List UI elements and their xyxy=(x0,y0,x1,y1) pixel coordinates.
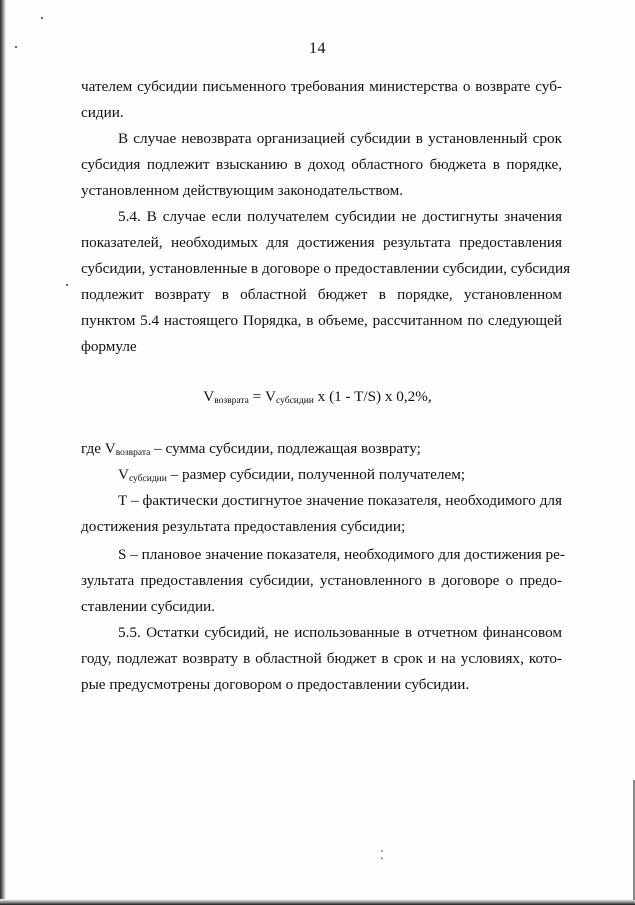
scan-edge-left xyxy=(0,0,6,905)
text-line: субсидия подлежит взысканию в доход областного бюджета в порядке, xyxy=(81,156,562,173)
definition-prefix: где V xyxy=(81,440,116,457)
definition-s-line: S – плановое значение показателя, необходимого для достижения ре- xyxy=(118,546,565,563)
definition-text: – сумма субсидии, подлежащая возврату; xyxy=(150,440,421,457)
formula-v-subsidy: V xyxy=(265,388,277,405)
text-line: установленном действующим законодательством. xyxy=(81,182,404,199)
scan-speck xyxy=(66,284,68,286)
formula-sub-subsidy: субсидии xyxy=(276,396,314,406)
definition-s-line: зультата предоставления субсидии, установленного в договоре о предо- xyxy=(81,572,562,589)
formula-v-return: V xyxy=(203,388,215,405)
page-number: 14 xyxy=(309,40,326,57)
scan-mark: ⁚ xyxy=(380,848,384,862)
text-line: пунктом 5.4 настоящего Порядка, в объеме, рассчитанном по следующей xyxy=(81,312,562,329)
definition-t-line: T – фактически достигнутое значение показателя, необходимого для xyxy=(118,492,562,509)
definition-text: – размер субсидии, полученной получателем; xyxy=(166,466,466,483)
definition-subscript: возврата xyxy=(115,448,151,458)
text-line: сидии. xyxy=(81,104,124,121)
refund-formula xyxy=(0,388,635,406)
formula-equals: = xyxy=(248,388,266,405)
section-5-5-line: году, подлежат возврату в областной бюджет в срок и на условиях, кото- xyxy=(81,650,562,667)
definition-v-return xyxy=(81,440,421,462)
scan-speck xyxy=(41,17,43,19)
text-line: 5.4. В случае если получателем субсидии не достигнуты значения xyxy=(118,208,562,225)
section-5-5-line: 5.5. Остатки субсидий, не использованные в отчетном финансовом xyxy=(118,624,562,641)
formula-sub-return: возврата xyxy=(214,396,249,406)
definition-prefix: V xyxy=(118,466,129,483)
definition-subscript: субсидии xyxy=(128,474,167,484)
text-line: показателей, необходимых для достижения результата предоставления xyxy=(81,234,562,251)
section-5-5-line: рые предусмотрены договором о предоставлении субсидии. xyxy=(81,676,470,693)
formula-rest: x (1 - T/S) x 0,2%, xyxy=(313,388,432,405)
text-line: подлежит возврату в областной бюджет в порядке, установленном xyxy=(81,286,562,303)
definition-s-line: ставлении субсидии. xyxy=(81,598,216,615)
text-line: чателем субсидии письменного требования министерства о возврате суб- xyxy=(81,78,562,95)
text-line: В случае невозврата организацией субсидии в установленный срок xyxy=(118,130,562,147)
definition-v-subsidy xyxy=(118,466,465,488)
text-line: субсидии, установленные в договоре о предоставлении субсидии, субсидия xyxy=(81,260,571,277)
scan-edge-bottom xyxy=(0,899,635,905)
definition-t-line: достижения результата предоставления субсидии; xyxy=(81,518,406,535)
text-line: формуле xyxy=(81,338,137,355)
